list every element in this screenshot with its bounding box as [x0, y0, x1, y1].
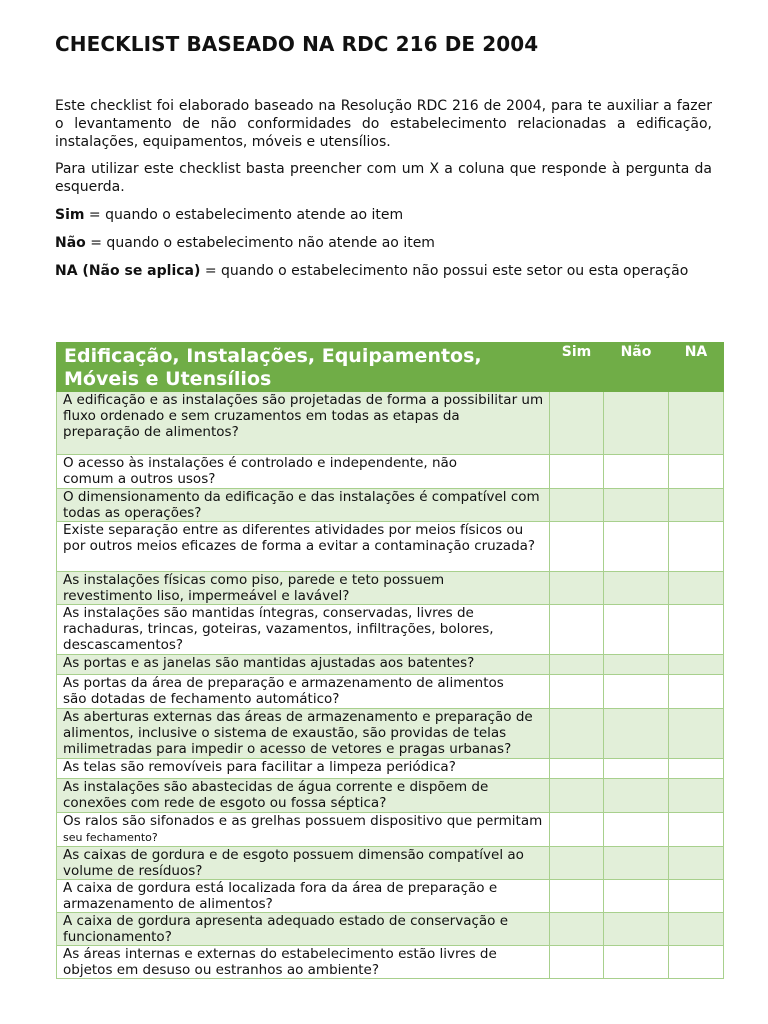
- question-text: O dimensionamento da edificação e das instalações é compatível com todas as operações?: [63, 489, 540, 521]
- answer-cell-nao[interactable]: [604, 522, 669, 572]
- answer-cell-nao[interactable]: [604, 779, 669, 813]
- question-cell: [57, 605, 550, 655]
- legend-nao-definition: = quando o estabelecimento não atende ao item: [85, 235, 435, 251]
- answer-cell-na[interactable]: [669, 675, 724, 709]
- answer-cell-na[interactable]: [669, 455, 724, 489]
- question-text: Os ralos são sifonados e as grelhas possuem dispositivo que permitam: [63, 813, 543, 829]
- answer-cell-na[interactable]: [669, 880, 724, 913]
- answer-cell-nao[interactable]: [604, 847, 669, 880]
- answer-cell-sim[interactable]: [550, 779, 604, 813]
- question-text: As portas e as janelas são mantidas ajustadas aos batentes?: [63, 655, 475, 671]
- question-text-continuation: seu fechamento?: [63, 831, 158, 844]
- answer-cell-na[interactable]: [669, 913, 724, 946]
- answer-cell-sim[interactable]: [550, 880, 604, 913]
- table-row: [57, 455, 724, 489]
- answer-cell-sim[interactable]: [550, 709, 604, 759]
- legend-sim-term: Sim: [55, 207, 85, 223]
- question-text: As áreas internas e externas do estabelecimento estão livres de objetos em desuso ou estranhos ao ambiente?: [63, 946, 497, 978]
- answer-cell-na[interactable]: [669, 759, 724, 779]
- answer-cell-sim[interactable]: [550, 759, 604, 779]
- question-cell: [57, 522, 550, 572]
- table-row: [57, 489, 724, 522]
- question-cell: [57, 655, 550, 675]
- section-title: Edificação, Instalações, Equipamentos, Móveis e Utensílios: [57, 343, 550, 392]
- question-cell: [57, 675, 550, 709]
- legend-sim-definition: = quando o estabelecimento atende ao item: [84, 207, 404, 223]
- answer-cell-nao[interactable]: [604, 709, 669, 759]
- answer-cell-nao[interactable]: [604, 455, 669, 489]
- legend-nao-term: Não: [55, 235, 86, 251]
- table-row: [57, 813, 724, 847]
- answer-cell-na[interactable]: [669, 655, 724, 675]
- answer-cell-na[interactable]: [669, 522, 724, 572]
- table-row: [57, 522, 724, 572]
- answer-cell-na[interactable]: [669, 392, 724, 455]
- table-row: [57, 779, 724, 813]
- answer-cell-na[interactable]: [669, 813, 724, 847]
- question-text: As caixas de gordura e de esgoto possuem dimensão compatível ao volume de resíduos?: [63, 847, 524, 879]
- question-cell: [57, 489, 550, 522]
- legend-na-term: NA (Não se aplica): [55, 263, 201, 279]
- table-row: [57, 605, 724, 655]
- answer-cell-nao[interactable]: [604, 605, 669, 655]
- question-text: O acesso às instalações é controlado e independente, não comum a outros usos?: [63, 455, 458, 487]
- answer-cell-nao[interactable]: [604, 392, 669, 455]
- question-cell: [57, 913, 550, 946]
- answer-cell-sim[interactable]: [550, 675, 604, 709]
- question-text: As aberturas externas das áreas de armazenamento e preparação de alimentos, inclusive o sistema de exaustão, são providas de telas milimetradas para impedir o acesso de vetores e pragas urbanas?: [63, 709, 533, 757]
- answer-cell-na[interactable]: [669, 779, 724, 813]
- question-cell: [57, 946, 550, 979]
- table-row: [57, 880, 724, 913]
- page-title: CHECKLIST BASEADO NA RDC 216 DE 2004: [55, 32, 539, 56]
- answer-cell-sim[interactable]: [550, 813, 604, 847]
- intro-paragraph-1: Este checklist foi elaborado baseado na Resolução RDC 216 de 2004, para te auxiliar a fazer o levantamento de não conformidades do estabelecimento relacionadas a edificação, instalações, equipamentos, móveis e utensílios.: [55, 98, 712, 150]
- answer-cell-sim[interactable]: [550, 455, 604, 489]
- question-cell: [57, 392, 550, 455]
- question-text: A edificação e as instalações são projetadas de forma a possibilitar um fluxo ordenado e sem cruzamentos em todas as etapas da preparação de alimentos?: [63, 392, 544, 440]
- column-header-sim: Sim: [550, 343, 604, 392]
- answer-cell-na[interactable]: [669, 572, 724, 605]
- table-row: [57, 675, 724, 709]
- question-text: As instalações são abastecidas de água corrente e dispõem de conexões com rede de esgoto ou fossa séptica?: [63, 779, 489, 811]
- column-header-nao: Não: [604, 343, 669, 392]
- checklist-table: [56, 342, 724, 979]
- answer-cell-sim[interactable]: [550, 847, 604, 880]
- legend-na: [55, 262, 712, 280]
- answer-cell-sim[interactable]: [550, 572, 604, 605]
- table-header-row: [57, 343, 724, 392]
- question-text: Existe separação entre as diferentes atividades por meios físicos ou por outros meios eficazes de forma a evitar a contaminação cruzada?: [63, 522, 536, 554]
- answer-cell-nao[interactable]: [604, 913, 669, 946]
- column-header-na: NA: [669, 343, 724, 392]
- table-row: [57, 847, 724, 880]
- question-text: As instalações são mantidas íntegras, conservadas, livres de rachaduras, trincas, goteiras, vazamentos, infiltrações, bolores, descascamentos?: [63, 605, 494, 653]
- answer-cell-sim[interactable]: [550, 946, 604, 979]
- answer-cell-na[interactable]: [669, 605, 724, 655]
- answer-cell-nao[interactable]: [604, 880, 669, 913]
- table-row: [57, 655, 724, 675]
- intro-paragraph-2: Para utilizar este checklist basta preencher com um X a coluna que responde à pergunta da esquerda.: [55, 161, 712, 195]
- legend-sim: [55, 206, 712, 224]
- table-row: [57, 392, 724, 455]
- answer-cell-nao[interactable]: [604, 489, 669, 522]
- question-text: A caixa de gordura apresenta adequado estado de conservação e funcionamento?: [63, 913, 509, 945]
- question-cell: [57, 880, 550, 913]
- answer-cell-sim[interactable]: [550, 489, 604, 522]
- table-row: [57, 572, 724, 605]
- question-cell: [57, 847, 550, 880]
- answer-cell-nao[interactable]: [604, 946, 669, 979]
- answer-cell-na[interactable]: [669, 489, 724, 522]
- question-text: As portas da área de preparação e armazenamento de alimentos são dotadas de fechamento automático?: [63, 675, 504, 707]
- answer-cell-na[interactable]: [669, 709, 724, 759]
- legend-nao: [55, 234, 712, 252]
- table-row: [57, 759, 724, 779]
- question-cell: [57, 779, 550, 813]
- legend-na-definition: = quando o estabelecimento não possui este setor ou esta operação: [200, 263, 689, 279]
- table-row: [57, 913, 724, 946]
- question-text: A caixa de gordura está localizada fora da área de preparação e armazenamento de alimentos?: [63, 880, 498, 912]
- answer-cell-sim[interactable]: [550, 522, 604, 572]
- answer-cell-na[interactable]: [669, 946, 724, 979]
- answer-cell-nao[interactable]: [604, 675, 669, 709]
- question-text: As instalações físicas como piso, parede e teto possuem revestimento liso, impermeável e lavável?: [63, 572, 445, 604]
- question-cell: [57, 572, 550, 605]
- answer-cell-nao[interactable]: [604, 759, 669, 779]
- answer-cell-nao[interactable]: [604, 813, 669, 847]
- answer-cell-sim[interactable]: [550, 392, 604, 455]
- answer-cell-nao[interactable]: [604, 572, 669, 605]
- question-cell: [57, 813, 550, 847]
- question-cell: [57, 455, 550, 489]
- question-cell: [57, 759, 550, 779]
- answer-cell-sim[interactable]: [550, 655, 604, 675]
- answer-cell-nao[interactable]: [604, 655, 669, 675]
- answer-cell-na[interactable]: [669, 847, 724, 880]
- intro-text: [55, 97, 712, 280]
- answer-cell-sim[interactable]: [550, 913, 604, 946]
- question-text: As telas são removíveis para facilitar a limpeza periódica?: [63, 759, 456, 775]
- question-cell: [57, 709, 550, 759]
- answer-cell-sim[interactable]: [550, 605, 604, 655]
- table-row: [57, 709, 724, 759]
- table-row: [57, 946, 724, 979]
